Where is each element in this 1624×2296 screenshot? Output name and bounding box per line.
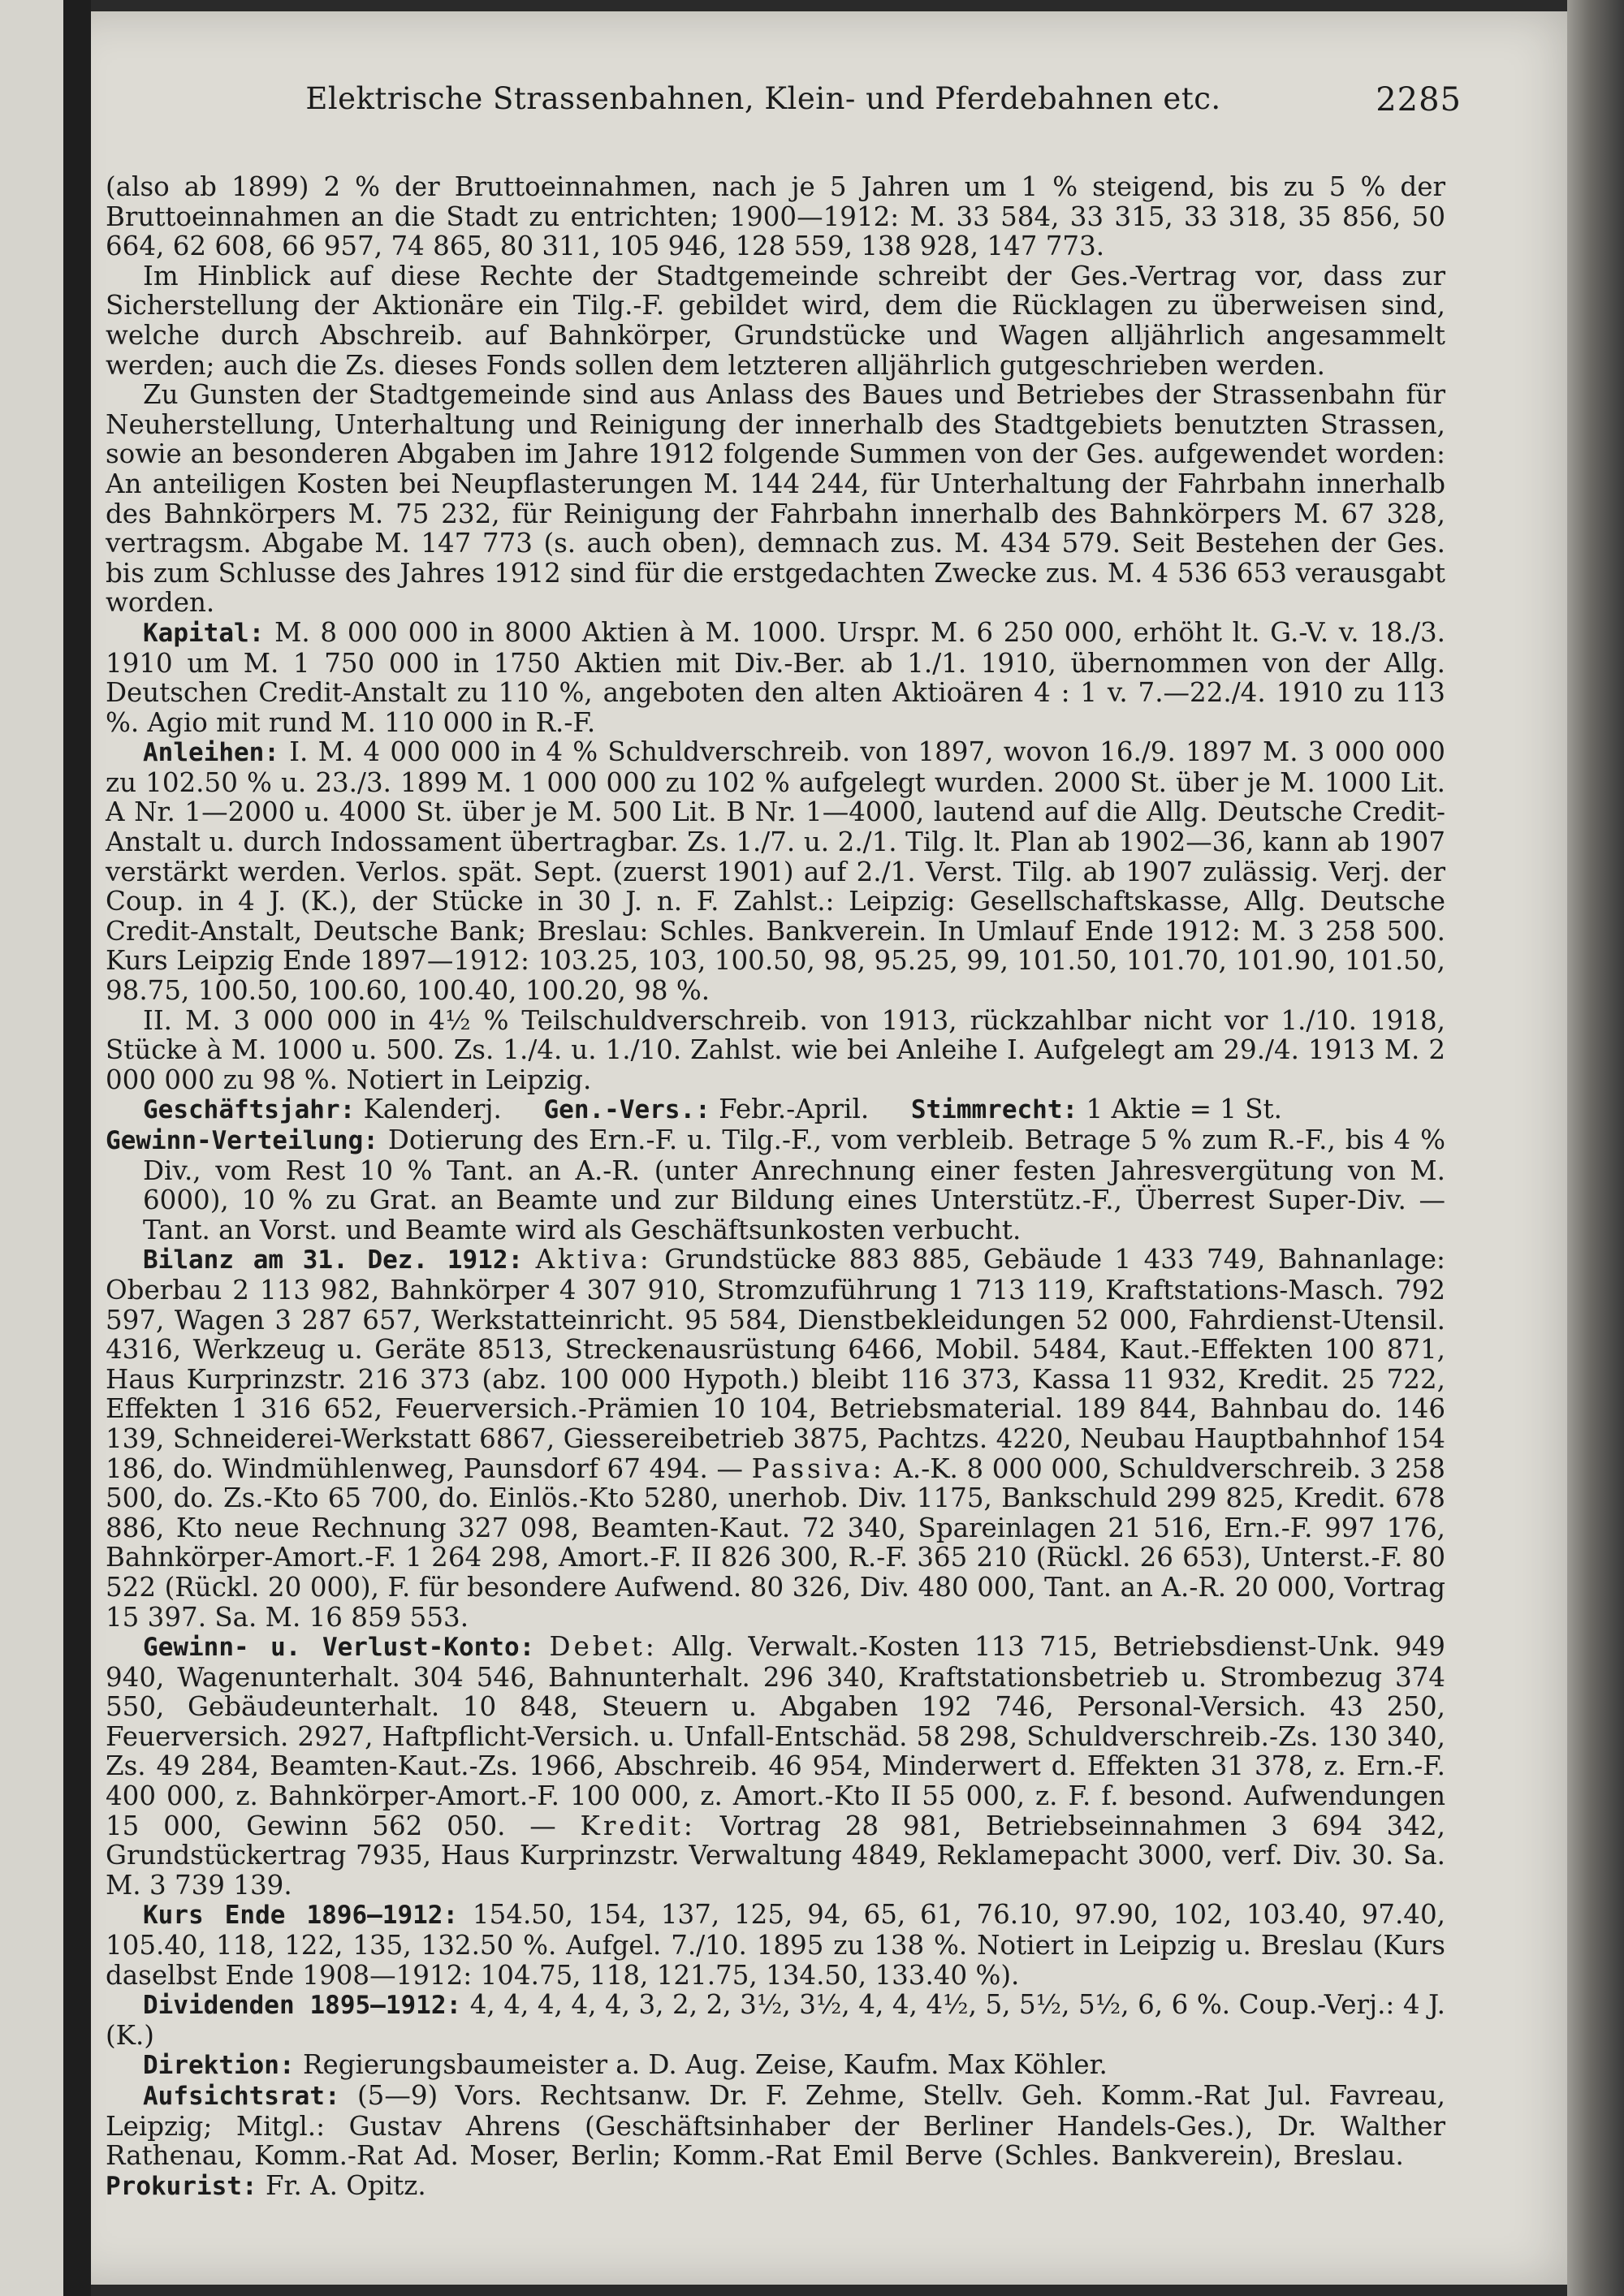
passiva-text: A.-K. 8 000 000, Schuldverschreib. 3 258 500, do. Zs.-Kto 65 700, do. Einlös.-Kto 5280, unerhob. Div. 1175, Bankschuld 299 825, Kredit. 678 886, Kto neue Rechnung 327 098, Beamten-Kaut. 72 340, Spareinlagen 21 516, Ern.-F. 997 176, Bahnkörper-Amort.-F. 1 264 298, Amort.-F. II 826 300, R.-F. 365 210 (Rückl. 26 653), Unterst.-F. 80 522 (Rückl. 20 000), F. für besondere Aufwend. 80 326, Div. 480 000, Tant. an A.-R. 20 000, Vortrag 15 397. Sa. M. 16 859 553. [106,1452,1445,1633]
section-kapital [106,618,1445,737]
direktion-label: Direktion: [143,2051,295,2081]
gen-vers-text: Febr.-April. [719,1094,870,1125]
page-body [106,172,1445,2201]
section-anleihen [106,737,1445,1005]
anleihen-label: Anleihen: [143,738,279,768]
geschaeftsjahr-label: Geschäftsjahr: [143,1095,356,1125]
direktion-text: Regierungsbaumeister a. D. Aug. Zeise, Kaufm. Max Köhler. [302,2049,1108,2081]
anleihe-ii: II. M. 3 000 000 in 4½ % Teilschuldverschreib. von 1913, rückzahlbar nicht vor 1./10. 1918, Stücke à M. 1000 u. 500. Zs. 1./4. u. 1./10. Zahlst. wie bei Anleihe I. Aufgelegt am 29./4. 1913 M. 2 000 000 zu 98 %. Notiert in Leipzig. [106,1004,1445,1095]
kurs-label: Kurs Ende 1896—1912: [143,1901,459,1931]
page-number: 2285 [1376,81,1462,119]
passiva-label: Passiva: [751,1452,885,1484]
anleihen-text: I. M. 4 000 000 in 4 % Schuldverschreib. von 1897, wovon 16./9. 1897 M. 3 000 000 zu 102.50 % u. 23./3. 1899 M. 1 000 000 zu 102 % aufgelegt wurden. 2000 St. über je M. 1000 Lit. A Nr. 1—2000 u. 4000 St. über je M. 500 Lit. B Nr. 1—4000, lautend auf die Allg. Deutsche Credit-Anstalt u. durch Indossament übertragbar. Zs. 1./7. u. 2./1. Tilg. lt. Plan ab 1902—36, kann ab 1907 verstärkt werden. Verlos. spät. Sept. (zuerst 1901) auf 2./1. Verst. Tilg. ab 1907 zulässig. Verj. der Coup. in 4 J. (K.), der Stücke in 30 J. n. F. Zahlst.: Leipzig: Gesellschaftskasse, Allg. Deutsche Credit-Anstalt, Deutsche Bank; Breslau: Schles. Bankverein. In Umlauf Ende 1912: M. 3 258 500. Kurs Leipzig Ende 1897—1912: 103.25, 103, 100.50, 98, 95.25, 99, 101.50, 101.70, 101.90, 101.50, 98.75, 100.50, 100.60, 100.40, 100.20, 98 %. [106,736,1445,1007]
kurs-text: 154.50, 154, 137, 125, 94, 65, 61, 76.10, 97.90, 102, 103.40, 97.40, 105.40, 118, 122, 135, 132.50 %. Aufgel. 7./10. 1895 zu 138 %. Notiert in Leipzig u. Breslau (Kurs daselbst Ende 1908—1912: 104.75, 118, 121.75, 134.50, 133.40 %). [106,1899,1445,1991]
paragraph-tantieme: (also ab 1899) 2 % der Bruttoeinnahmen, nach je 5 Jahren um 1 % steigend, bis zu 5 % der Bruttoeinnahmen an die Stadt zu entrichten; 1900—1912: M. 33 584, 33 315, 33 318, 35 856, 50 664, 62 608, 66 957, 74 865, 80 311, 105 946, 128 559, 138 928, 147 773. [106,171,1445,262]
geschaeftsjahr-text: Kalenderj. [363,1094,502,1125]
prokurist-text: Fr. A. Opitz. [265,2169,426,2201]
running-title: Elektrische Strassenbahnen, Klein- und Pferdebahnen etc. [305,81,1221,116]
debet-label: Debet: [549,1631,658,1663]
aufsichtsrat-text: (5—9) Vors. Rechtsanw. Dr. F. Zehme, Stellv. Geh. Komm.-Rat Jul. Favreau, Leipzig; Mitgl.: Gustav Ahrens (Geschäftsinhaber der Berliner Handels-Ges.), Dr. Walther Rathenau, Komm.-Rat Ad. Moser, Berlin; Komm.-Rat Emil Berve (Schles. Bankverein), Breslau. [106,2080,1445,2172]
aktiva-label: Aktiva: [535,1244,652,1275]
section-gewinn-verteilung [106,1125,1445,1245]
paragraph-tilgungsfonds: Im Hinblick auf diese Rechte der Stadtgemeinde schreibt der Ges.-Vertrag vor, dass zur Sicherstellung der Aktionäre ein Tilg.-F. gebildet wird, dem die Rücklagen zu überweisen sind, welche durch Abschreib. auf Bahnkörper, Grundstücke und Wagen alljährlich angesammelt werden; auch die Zs. dieses Fonds sollen dem letzteren alljährlich gutgeschrieben werden. [106,260,1445,381]
gen-vers-label: Gen.-Vers.: [543,1095,710,1125]
page-header [114,81,1462,123]
kapital-text: M. 8 000 000 in 8000 Aktien à M. 1000. Urspr. M. 6 250 000, erhöht lt. G.-V. v. 18./3. 1910 um M. 1 750 000 in 1750 Aktien mit Div.-Ber. ab 1./1. 1910, übernommen von der Allg. Deutschen Credit-Anstalt zu 110 %, angeboten den alten Aktioären 4 : 1 v. 7.—22./4. 1910 zu 113 %. Agio mit rund M. 110 000 in R.-F. [106,616,1445,738]
section-dividenden [106,1990,1445,2050]
section-bilanz [106,1245,1445,1632]
stimmrecht-label: Stimmrecht: [910,1095,1078,1125]
kredit-text: Vortrag 28 981, Betriebseinnahmen 3 694 342, Grundstückertrag 7935, Haus Kurprinzstr. Verwaltung 4849, Reklamepacht 3000, verf. Div. 30. Sa. M. 3 739 139. [106,1810,1445,1901]
section-gv-konto [106,1632,1445,1900]
section-geschaeftsjahr [106,1094,1445,1125]
gv-konto-label: Gewinn- u. Verlust-Konto: [143,1633,535,1663]
book-gutter [63,0,91,2296]
previous-page-margin [0,0,63,2296]
page-edge [1567,0,1624,2296]
kredit-label: Kredit: [580,1810,696,1841]
aufsichtsrat-label: Aufsichtsrat: [143,2082,340,2111]
section-direktion [106,2050,1445,2081]
dividenden-text: 4, 4, 4, 4, 4, 3, 2, 2, 3½, 3½, 4, 4, 4½, 5, 5½, 5½, 6, 6 %. Coup.-Verj.: 4 J. (K.) [106,1989,1445,2051]
bilanz-label: Bilanz am 31. Dez. 1912: [143,1245,524,1275]
prokurist-label: Prokurist: [106,2171,257,2201]
gewinn-verteilung-text: Dotierung des Ern.-F. u. Tilg.-F., vom verbleib. Betrage 5 % zum R.-F., bis 4 % Div., vom Rest 10 % Tant. an A.-R. (unter Anrechnung einer festen Jahresvergütung von M. 6000), 10 % zu Grat. an Beamte und zur Bildung eines Unterstütz.-F., Überrest Super-Div. — Tant. an Vorst. und Beamte wird als Geschäftsunkosten verbucht. [143,1124,1445,1245]
kapital-label: Kapital: [143,618,265,648]
debet-text: Allg. Verwalt.-Kosten 113 715, Betriebsdienst-Unk. 949 940, Wagenunterhalt. 304 546, Bahnunterhalt. 296 340, Kraftstationsbetrieb u. Strombezug 374 550, Gebäudeunterhalt. 10 848, Steuern u. Abgaben 192 746, Personal-Versich. 43 250, Feuerversich. 2927, Haftpflicht-Versich. u. Unfall-Entschäd. 58 298, Schuldverschreib.-Zs. 130 340, Zs. 49 284, Beamten-Kaut.-Zs. 1966, Abschreib. 46 954, Minderwert d. Effekten 31 378, z. Ern.-F. 400 000, z. Bahnkörper-Amort.-F. 100 000, z. Amort.-Kto II 55 000, z. F. f. besond. Aufwendungen 15 000, Gewinn 562 050. — [106,1631,1445,1841]
dividenden-label: Dividenden 1895—1912: [143,1991,462,2021]
stimmrecht-text: 1 Aktie = 1 St. [1086,1094,1282,1125]
gewinn-verteilung-label: Gewinn-Verteilung: [106,1126,378,1155]
section-kurs [106,1900,1445,1990]
section-aufsichtsrat [106,2081,1445,2201]
aktiva-text: Grundstücke 883 885, Gebäude 1 433 749, Bahnanlage: Oberbau 2 113 982, Bahnkörper 4 307 910, Stromzuführung 1 713 119, Kraftstations-Masch. 792 597, Wagen 3 287 657, Werkstatteinricht. 95 584, Dienstbekleidungen 52 000, Fahrdienst-Utensil. 4316, Werkzeug u. Geräte 8513, Streckenausrüstung 6466, Mobil. 5484, Kaut.-Effekten 100 871, Haus Kurprinzstr. 216 373 (abz. 100 000 Hypoth.) bleibt 116 373, Kassa 11 932, Kredit. 25 722, Effekten 1 316 652, Feuerversich.-Prämien 10 104, Betriebsmaterial. 189 844, Bahnbau do. 146 139, Schneiderei-Werkstatt 6867, Giessereibetrieb 3875, Pachtzs. 4220, Neubau Hauptbahnhof 154 186, do. Windmühlenweg, Paunsdorf 67 494. — [106,1244,1445,1484]
paragraph-stadtgemeinde: Zu Gunsten der Stadtgemeinde sind aus Anlass des Baues und Betriebes der Strassenbahn für Neuherstellung, Unterhaltung und Reinigung der innerhalb des Stadtgebiets benutzten Strassen, sowie an besonderen Abgaben im Jahre 1912 folgende Summen von der Ges. aufgewendet worden: An anteiligen Kosten bei Neupflasterungen M. 144 244, für Unterhaltung der Fahrbahn innerhalb des Bahnkörpers M. 75 232, für Reinigung der Fahrbahn innerhalb des Bahnkörpers M. 67 328, vertragsm. Abgabe M. 147 773 (s. auch oben), demnach zus. M. 434 579. Seit Bestehen der Ges. bis zum Schlusse des Jahres 1912 sind für die erstgedachten Zwecke zus. M. 4 536 653 verausgabt worden. [106,379,1445,619]
